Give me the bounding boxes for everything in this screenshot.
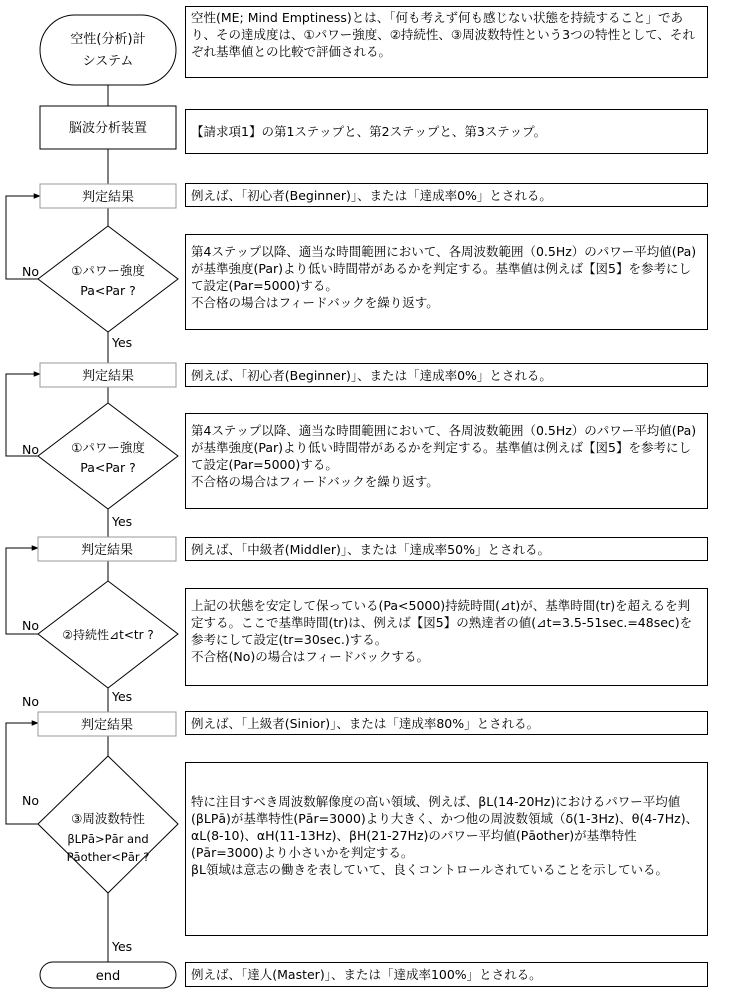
yes-label-2: Yes <box>112 514 133 529</box>
note-result-2: 例えば、「初心者(Beginner)」、または「達成率0%」とされる。 <box>185 363 708 387</box>
note-result-1: 例えば、「初心者(Beginner)」、または「達成率0%」とされる。 <box>185 183 708 207</box>
yes-label-4: Yes <box>112 939 133 954</box>
note-intro: 空性(ME; Mind Emptiness)とは、「何も考えず何も感じない状態を持続すること」であり、その達成度は、①パワー強度、②持続性、③周波数特性という3つの特性として、それぞれ基準値との比較で評価される。 <box>185 6 708 78</box>
decision-4-line3: Pāother<Pār ? <box>66 850 150 864</box>
decision-4-line2: βLPā>Pār and <box>67 832 149 846</box>
judgement-box-3 <box>38 537 176 561</box>
decision-3-line1: ②持続性⊿t<tr ? <box>62 628 154 642</box>
note-result-4: 例えば、「上級者(Sinior)」、または「達成率80%」とされる。 <box>185 711 708 735</box>
no-label-3: No <box>22 618 39 633</box>
note-claim: 【請求項1】の第1ステップと、第2ステップと、第3ステップ。 <box>185 109 708 154</box>
yes-label-1: Yes <box>112 335 133 350</box>
note-check-4: 特に注目すべき周波数解像度の高い領域、例えば、βL(14-20Hz)におけるパワー平均値(βLPā)が基準特性(Pār=3000)より大きく、かつ他の周波数領域（δ(1-3Hz)、θ(4-7Hz)、αL(8-10)、αH(11-13Hz)、βH(21-27Hz)のパワー平均値(Pāother)が基準特性(Pār=3000)より小さいかを判定する。 βL領域は意志の働きを表していて、良くコントロールされていることを示している。 <box>185 762 708 936</box>
judgement-label-4: 判定結果 <box>80 718 134 733</box>
no-label-2: No <box>22 442 39 457</box>
decision-1 <box>38 226 178 332</box>
decision-2 <box>38 403 178 509</box>
start-label-line1: 空性(分析)計 <box>70 32 146 47</box>
decision-4-line1: ③周波数特性 <box>71 811 145 826</box>
note-check-2: 第4ステップ以降、適当な時間範囲において、各周波数範囲（0.5Hz）のパワー平均値(Pa)が基準強度(Par)より低い時間帯があるかを判定する。基準値は例えば【図5】を参考にして設定(Par=5000)する。 不合格の場合はフィードバックを繰り返す。 <box>185 413 708 509</box>
no-label-1: No <box>22 264 39 279</box>
note-check-1: 第4ステップ以降、適当な時間範囲において、各周波数範囲（0.5Hz）のパワー平均値(Pa)が基準強度(Par)より低い時間帯があるかを判定する。基準値は例えば【図5】を参考にして設定(Par=5000)する。 不合格の場合はフィードバックを繰り返す。 <box>185 234 708 330</box>
judgement-label-1: 判定結果 <box>81 190 135 205</box>
decision-2-line1: ①パワー強度 <box>71 440 145 455</box>
feedback-loops <box>6 196 40 824</box>
decision-1-line2: Pa<Par ? <box>80 283 136 298</box>
decision-3 <box>38 581 178 688</box>
decision-1-line1: ①パワー強度 <box>71 263 145 278</box>
yes-label-3: Yes <box>112 689 133 704</box>
device-label: 脳波分析装置 <box>68 121 148 136</box>
note-result-3: 例えば、「中級者(Middler)」、または「達成率50%」とされる。 <box>185 537 708 561</box>
start-label-line2: システム <box>82 54 134 69</box>
judgement-label-2: 判定結果 <box>81 369 135 384</box>
start-terminator <box>40 15 176 85</box>
judgement-label-3: 判定結果 <box>80 543 134 558</box>
note-check-3: 上記の状態を安定して保っている(Pa<5000)持続時間(⊿t)が、基準時間(tr)を超えるを判定する。ここで基準時間(tr)は、例えば【図5】の熟達者の値(⊿t=3.5-51sec.=48sec)を参考にして設定(tr=30sec.)する。 不合格(No)の場合はフィードバックする。 <box>185 588 708 686</box>
decision-4 <box>38 756 178 893</box>
judgement-box-4 <box>38 712 176 736</box>
note-final: 例えば、「達人(Master)」、または「達成率100%」とされる。 <box>185 962 708 987</box>
judgement-box-2 <box>40 363 176 387</box>
end-label: end <box>95 969 121 984</box>
no-label-4: No <box>22 694 39 709</box>
judgement-box-1 <box>40 184 176 208</box>
no-label-5: No <box>22 793 39 808</box>
decision-2-line2: Pa<Par ? <box>80 460 136 475</box>
